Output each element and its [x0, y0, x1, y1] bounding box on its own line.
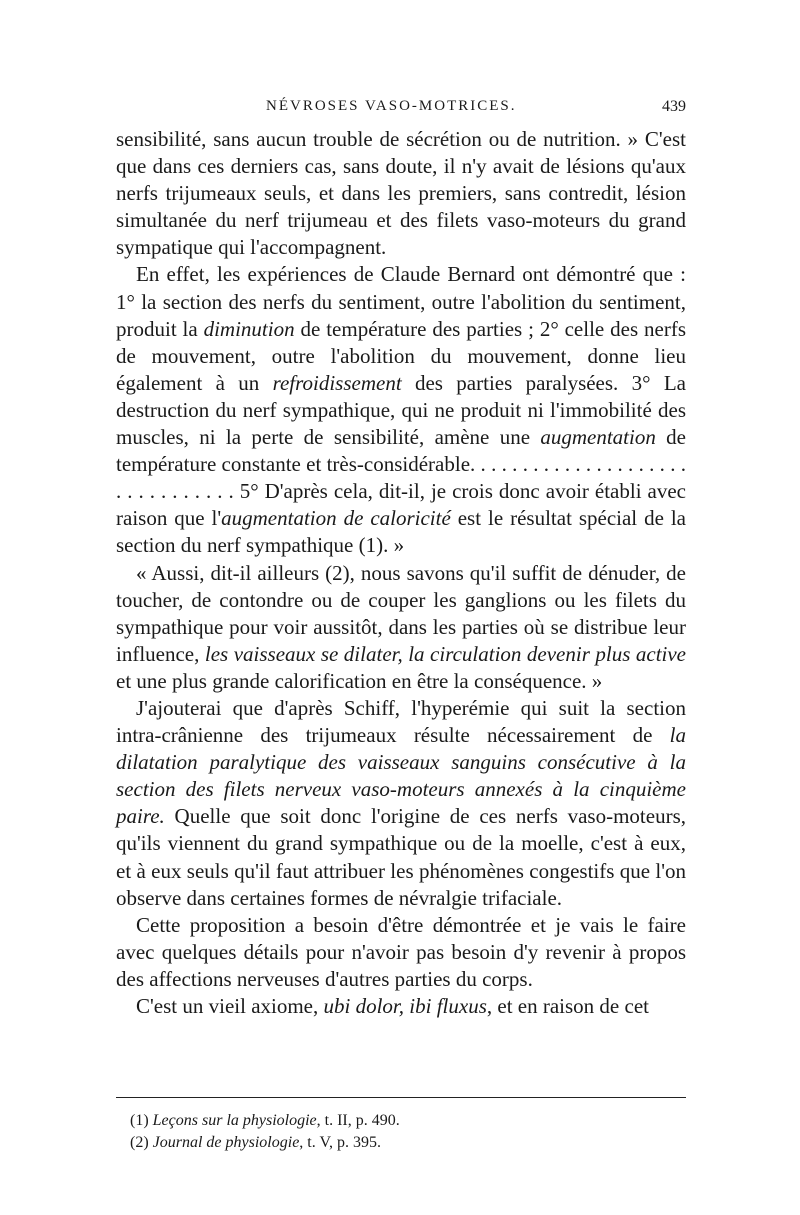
- paragraph: [116, 912, 686, 993]
- text-run: des parties paralysées. 3° La destruction du nerf sympathique, qui ne produit ni l'immobilité des muscles, ni la perte de sensibilité, amène une: [116, 370, 686, 450]
- text-run: Cette proposition a besoin d'être démontrée et je vais le faire avec quelques détails pour n'avoir pas besoin d'y revenir à propos des affections nerveuses d'autres parties du corps.: [116, 912, 686, 991]
- text-run: En effet, les expériences de Claude Bernard ont démontré que : 1° la section des nerfs du sentiment, outre l'abolition du sentiment, produit la: [116, 262, 686, 341]
- text-run: , t. II, p. 490.: [316, 1112, 400, 1129]
- text-run: , et en raison de cet: [486, 994, 649, 1018]
- italic-text: ubi dolor, ibi fluxus: [323, 994, 487, 1018]
- text-run: C'est un vieil axiome,: [136, 994, 324, 1018]
- text-run: Quelle que soit donc l'origine de ces nerfs vaso-moteurs, qu'ils viennent du grand sympathique ou de la moelle, c'est à eux, et à eux seuls qu'il faut attribuer les phénomènes congestifs que l'on observe dans certaines formes de névralgie trifaciale.: [116, 804, 686, 910]
- italic-text: refroidissement: [272, 370, 402, 395]
- text-run: (1): [130, 1112, 153, 1129]
- paragraph: [116, 261, 686, 559]
- text-run: et une plus grande calorification en être la conséquence. »: [116, 668, 603, 693]
- footnote-rule: [116, 1097, 686, 1098]
- text-run: est le résultat spécial de la section du nerf sympathique (1). »: [116, 506, 686, 558]
- text-run: J'ajouterai que d'après Schiff, l'hyperémie qui suit la section intra-crânienne des trijumeaux résulte nécessairement de: [116, 695, 686, 748]
- running-title: NÉVROSES VASO-MOTRICES.: [266, 98, 517, 114]
- footnotes: [130, 1110, 690, 1154]
- text-run: , t. V, p. 395.: [299, 1134, 381, 1151]
- text-run: sensibilité, sans aucun trouble de sécrétion ou de nutrition. » C'est que dans ces derniers cas, sans doute, il n'y avait de lésions qu'aux nerfs trijumeaux seuls, et dans les premiers, sans contredit, lésion simultanée du nerf trijumeau et des filets vaso-moteurs du grand sympatique qui l'accompagnent.: [116, 127, 686, 260]
- italic-text: les vaisseaux se dilater, la circulation devenir plus active: [204, 641, 687, 666]
- paragraph: [116, 695, 686, 912]
- italic-text: augmentation: [540, 425, 656, 450]
- text-run: (2): [130, 1134, 153, 1151]
- footnote: [130, 1132, 690, 1154]
- italic-text: Journal de physiologie: [152, 1134, 300, 1151]
- paragraph: [116, 560, 686, 695]
- footnote: [130, 1110, 690, 1132]
- page-number: 439: [662, 98, 686, 115]
- body-text: [116, 126, 686, 1020]
- text-run: de température constante et très-considérable. . . . . . . . . . . . . . . . . . . . . . . . . . . . . . . . 5° D'après cela, dit-il, je crois donc avoir établi avec raison que l': [116, 425, 686, 531]
- italic-text: augmentation de caloricité: [221, 506, 451, 531]
- text-run: de température des parties ; 2° celle des nerfs de mouvement, outre l'abolition du mouvement, donne lieu également à un: [116, 316, 686, 395]
- italic-text: Leçons sur la physiologie: [152, 1112, 317, 1129]
- italic-text: la dilatation paralytique des vaisseaux sanguins consécutive à la section des filets nerveux vaso-moteurs annexés à la cinquième paire.: [116, 723, 686, 829]
- italic-text: diminution: [203, 316, 295, 341]
- text-run: « Aussi, dit-il ailleurs (2), nous savons qu'il suffit de dénuder, de toucher, de contondre ou de couper les ganglions ou les filets du sympathique pour voir aussitôt, dans les parties où se distribue leur influence,: [116, 560, 686, 666]
- paragraph: [116, 126, 686, 261]
- page-header: [116, 98, 686, 122]
- paragraph: [116, 993, 686, 1020]
